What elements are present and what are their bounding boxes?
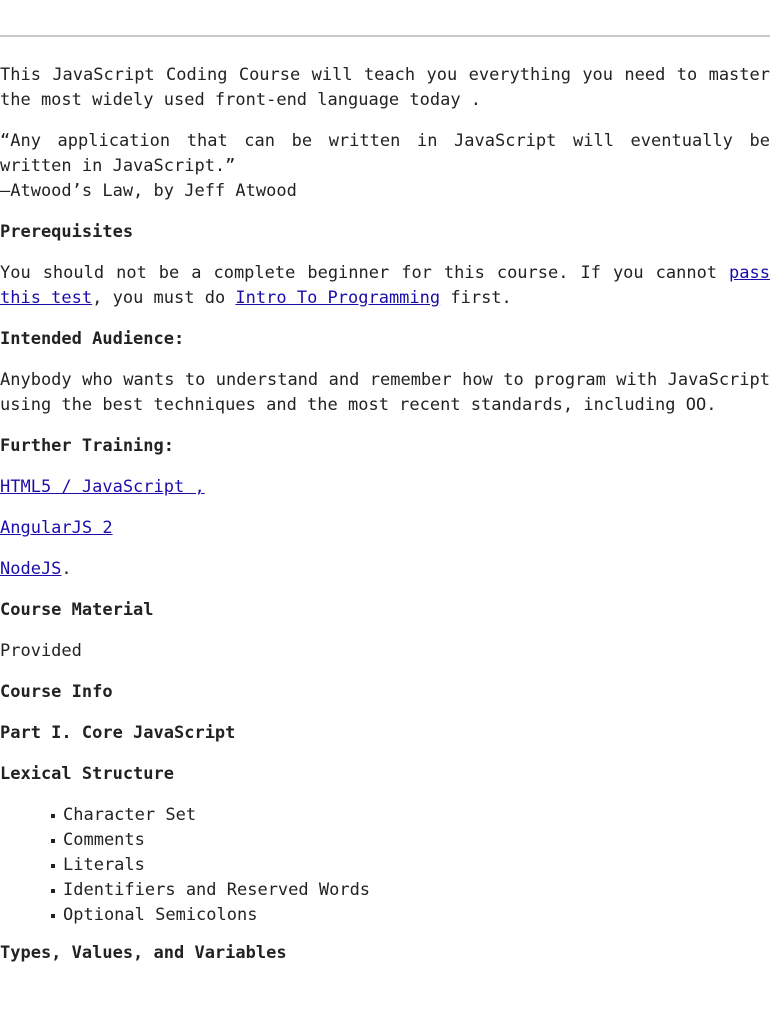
- nodejs-link[interactable]: NodeJS: [0, 559, 62, 579]
- atwood-quote: [0, 129, 770, 204]
- prerequisites-heading: Prerequisites: [0, 222, 134, 242]
- angularjs-link[interactable]: AngularJS 2: [0, 518, 113, 538]
- top-divider: [0, 35, 770, 37]
- list-item-label: Identifiers and Reserved Words: [63, 880, 371, 900]
- nodejs-period: .: [61, 559, 72, 579]
- types-values-variables-heading: Types, Values, and Variables: [0, 943, 287, 963]
- prereq-text-after: first.: [440, 288, 512, 308]
- list-item-label: Comments: [63, 830, 145, 850]
- bullet-icon: [51, 814, 55, 818]
- audience-heading: Intended Audience:: [0, 329, 185, 349]
- bullet-icon: [51, 889, 55, 893]
- bullet-icon: [51, 914, 55, 918]
- bullet-icon: [51, 839, 55, 843]
- part-one-heading: Part I. Core JavaScript: [0, 723, 236, 743]
- bullet-icon: [51, 864, 55, 868]
- list-item-label: Literals: [63, 855, 145, 875]
- prereq-text-before: You should not be a complete beginner for this course. If you cannot: [0, 263, 730, 283]
- further-training-item: [0, 557, 770, 582]
- quote-attribution: —Atwood’s Law, by Jeff Atwood: [0, 181, 297, 201]
- course-material-text: Provided: [0, 641, 82, 661]
- list-item: [50, 803, 770, 828]
- lexical-structure-heading: Lexical Structure: [0, 764, 174, 784]
- course-material-heading: Course Material: [0, 600, 154, 620]
- prerequisites-paragraph: [0, 261, 770, 311]
- further-training-item: [0, 516, 770, 541]
- course-content: [0, 63, 770, 982]
- list-item: [50, 853, 770, 878]
- list-item: [50, 878, 770, 903]
- list-item: [50, 903, 770, 928]
- audience-paragraph: Anybody who wants to understand and remember how to program with JavaScript using the best techniques and the most recent standards, including OO.: [0, 370, 770, 415]
- list-item-label: Character Set: [63, 805, 197, 825]
- lexical-structure-list: [0, 803, 770, 928]
- pass-this-test-link[interactable]: pass this test: [0, 263, 770, 308]
- prereq-text-middle: , you must do: [92, 288, 236, 308]
- list-item-label: Optional Semicolons: [63, 905, 258, 925]
- further-training-item: [0, 475, 770, 500]
- list-item: [50, 828, 770, 853]
- intro-to-programming-link[interactable]: Intro To Programming: [235, 288, 441, 308]
- html5-javascript-link[interactable]: HTML5 / JavaScript ,: [0, 477, 205, 497]
- intro-paragraph: This JavaScript Coding Course will teach you everything you need to master the most widely used front-end language today .: [0, 65, 770, 110]
- quote-text: “Any application that can be written in JavaScript will eventually be written in JavaScript.”: [0, 131, 770, 176]
- course-info-heading: Course Info: [0, 682, 113, 702]
- further-training-heading: Further Training:: [0, 436, 174, 456]
